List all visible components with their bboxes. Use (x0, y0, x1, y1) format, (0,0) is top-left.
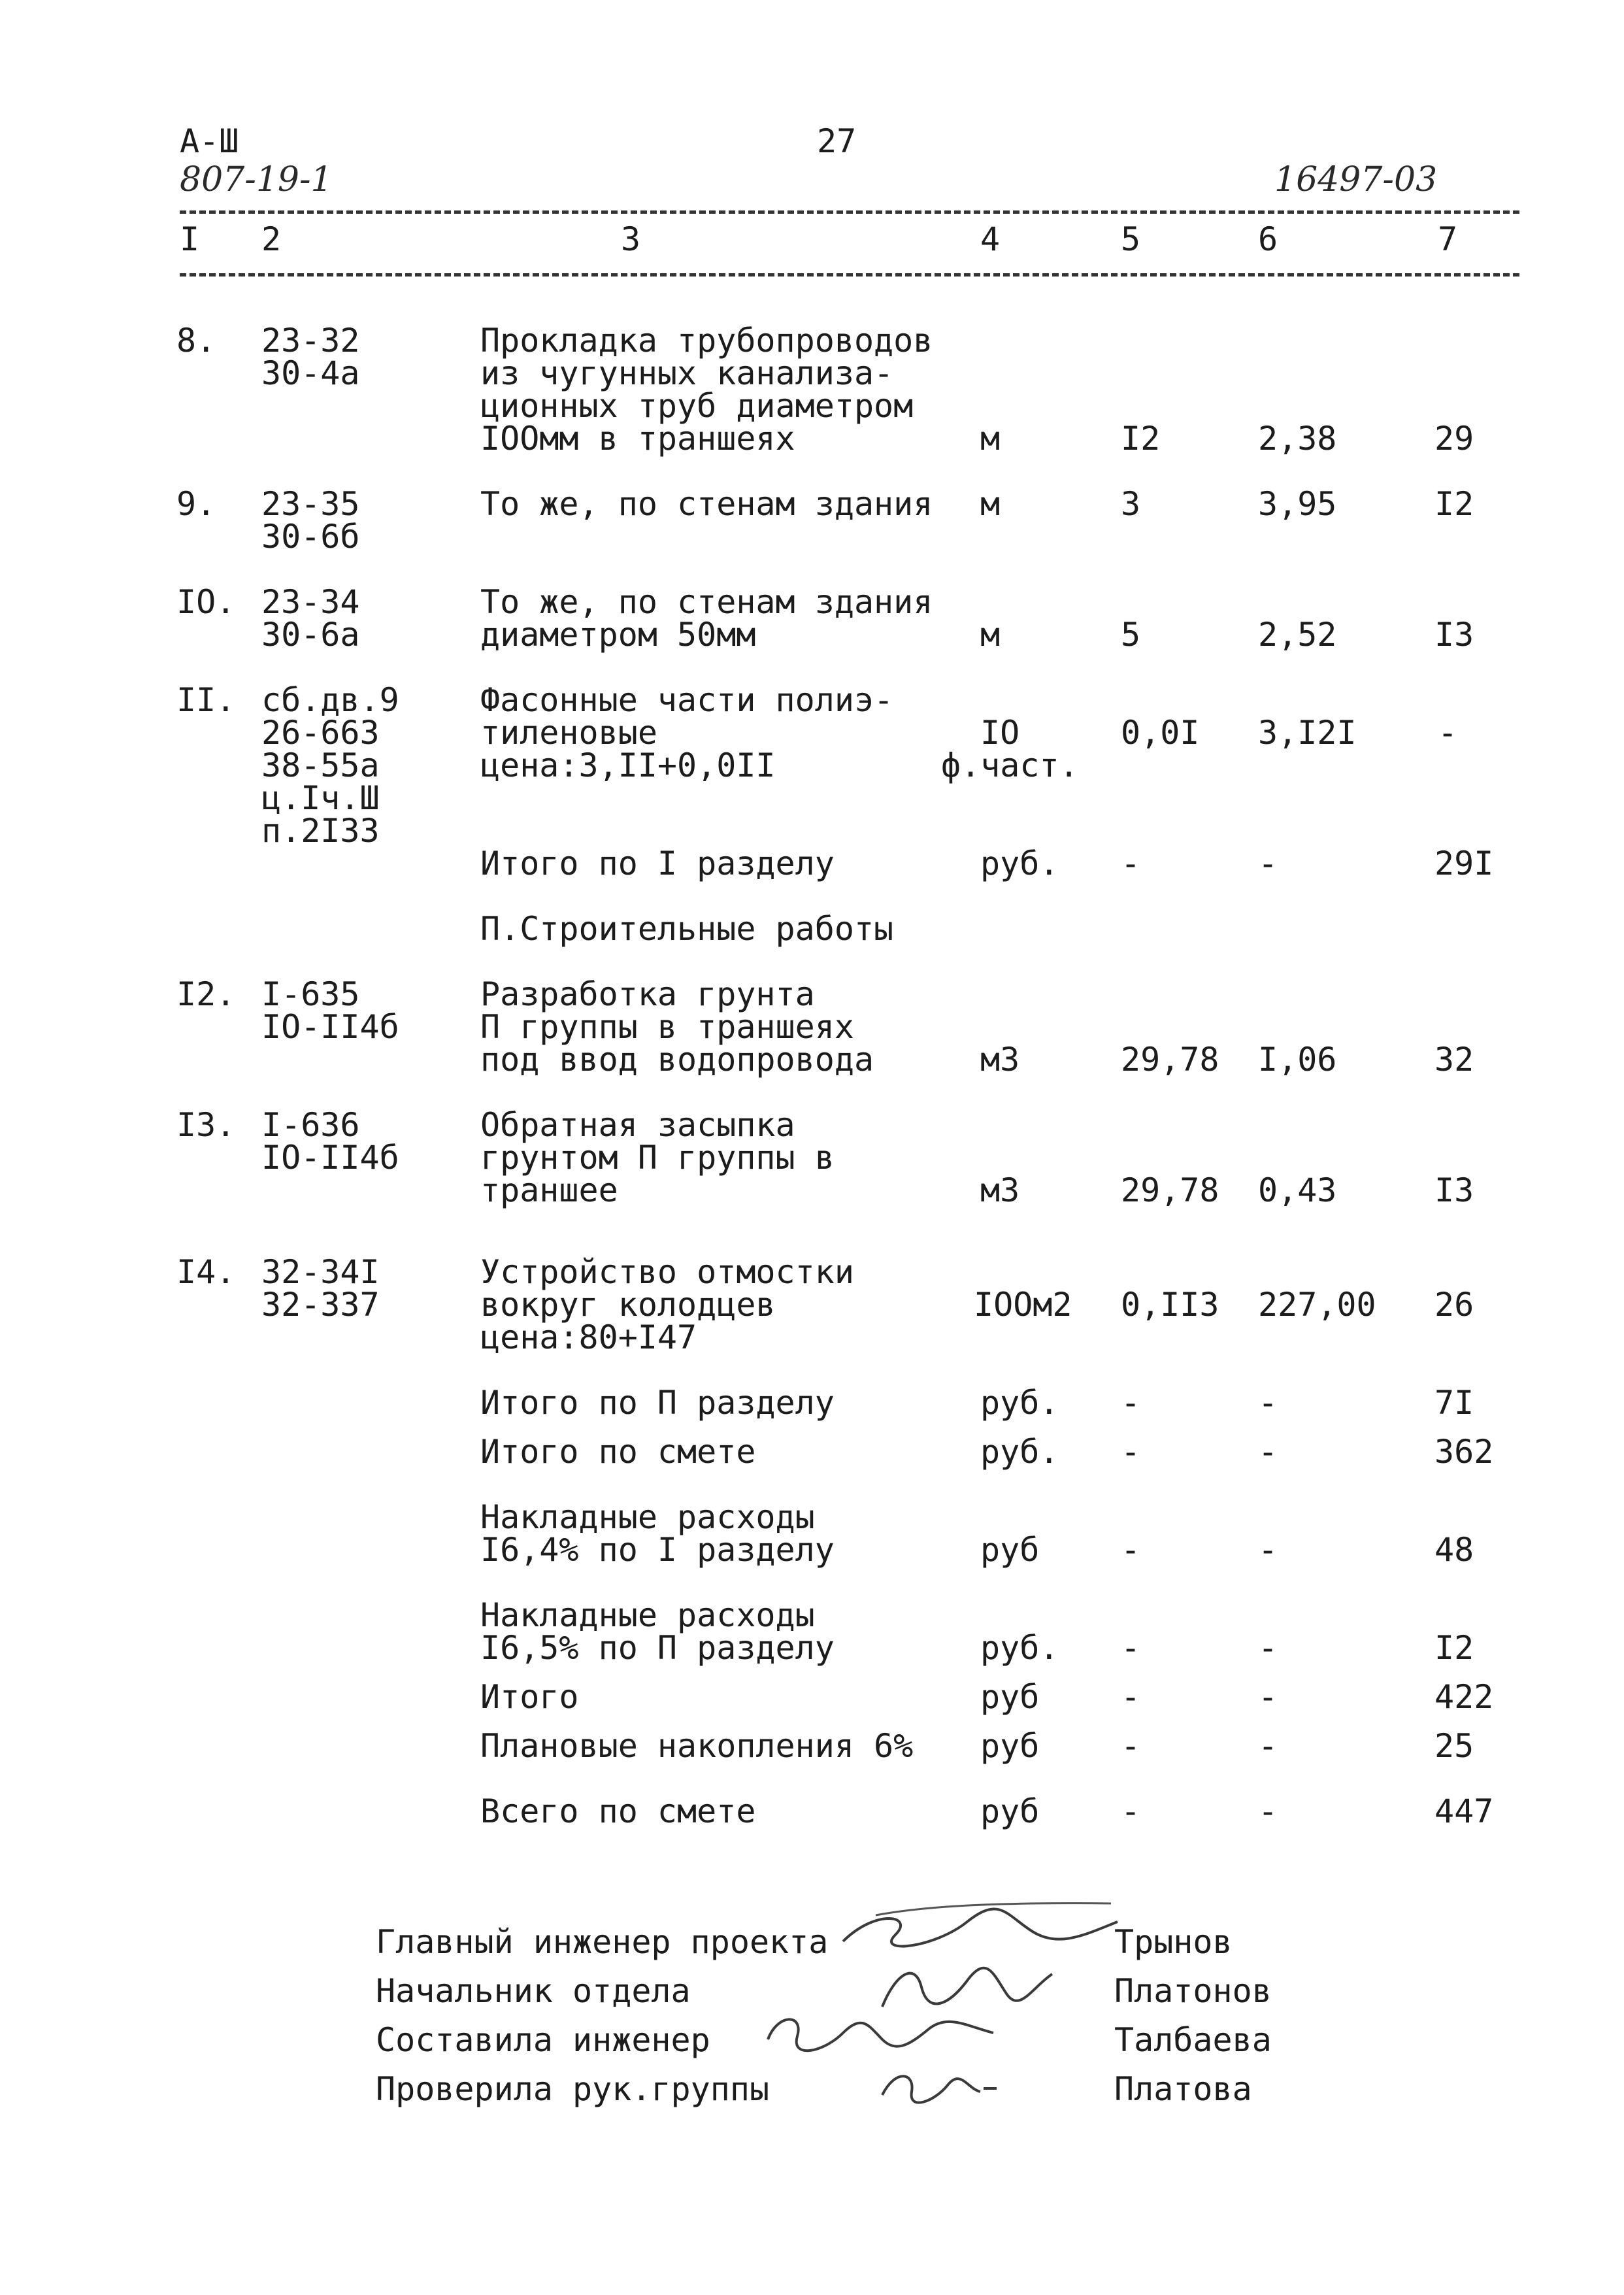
row-quantity: 0,0I (1121, 714, 1200, 752)
row-price: - (1258, 1433, 1278, 1471)
row-quantity: 29,78 (1121, 1041, 1219, 1079)
row-number: 8. (176, 322, 216, 360)
row-price: - (1258, 1678, 1278, 1716)
row-total: 32 (1434, 1041, 1474, 1079)
row-quantity: 3 (1121, 485, 1141, 523)
row-price: I,06 (1258, 1041, 1337, 1079)
row-unit: руб (980, 1531, 1040, 1569)
row-price: - (1258, 1384, 1278, 1422)
row-total: 362 (1434, 1433, 1494, 1471)
row-unit: IO (980, 714, 1020, 752)
row-code: I-635 (261, 975, 360, 1013)
column-header-4: 4 (980, 220, 1001, 258)
row-code: 23-34 (261, 583, 360, 621)
row-quantity: 29,78 (1121, 1171, 1219, 1209)
row-total: 48 (1434, 1531, 1474, 1569)
row-unit: IOOм2 (974, 1286, 1072, 1324)
signature-role: Составила инженер (376, 2021, 710, 2059)
signature-role: Проверила рук.группы (376, 2070, 770, 2108)
row-total: - (1438, 714, 1458, 752)
row-quantity: - (1121, 1792, 1141, 1830)
row-code: 32-34I (261, 1253, 380, 1291)
grand-total-value: 447 (1434, 1792, 1494, 1830)
row-quantity: - (1121, 1678, 1141, 1716)
row-unit: м3 (980, 1171, 1020, 1209)
row-description: цена:3,II+0,0II (480, 746, 776, 784)
header-rule-top (180, 210, 1519, 214)
row-total: I2 (1434, 485, 1474, 523)
row-description: тиленовые (480, 714, 657, 752)
row-unit: руб. (980, 845, 1059, 882)
row-price: - (1258, 1727, 1278, 1765)
row-quantity: - (1121, 845, 1141, 882)
row-total: 29I (1434, 845, 1494, 882)
row-code: I-636 (261, 1106, 360, 1144)
signature-role: Начальник отдела (376, 1972, 691, 2010)
row-description: П группы в траншеях (480, 1008, 854, 1046)
section-heading: П.Строительные работы (480, 910, 894, 948)
sheet-code: А-Ш (180, 122, 239, 160)
row-description: То же, по стенам здания (480, 485, 933, 523)
row-code: 23-32 (261, 322, 360, 360)
row-quantity: - (1121, 1384, 1141, 1422)
subtotal-label: I6,4% по I разделу (480, 1531, 835, 1569)
column-header-3: 3 (621, 220, 641, 258)
handwritten-signature-4 (876, 2059, 1000, 2111)
signature-name: Платонов (1114, 1972, 1272, 2010)
row-quantity: - (1121, 1531, 1141, 1569)
row-description: ционных труб диаметром (480, 387, 914, 425)
row-description: То же, по стенам здания (480, 583, 933, 621)
row-code: 38-55а (261, 746, 380, 784)
row-unit: руб (980, 1678, 1040, 1716)
subtotal-label: Итого (480, 1678, 579, 1716)
row-total: 26 (1434, 1286, 1474, 1324)
row-unit: м (980, 616, 1001, 654)
row-unit: руб (980, 1792, 1040, 1830)
row-code: 32-337 (261, 1286, 380, 1324)
row-description: Устройство отмостки (480, 1253, 854, 1291)
handwritten-signature-3 (758, 2000, 1006, 2066)
row-code: IO-II4б (261, 1008, 399, 1046)
row-total: 7I (1434, 1384, 1474, 1422)
row-code: п.2I33 (261, 812, 380, 850)
row-price: 227,00 (1258, 1286, 1376, 1324)
row-quantity: 0,II3 (1121, 1286, 1219, 1324)
row-description: цена:80+I47 (480, 1318, 697, 1356)
row-total: 422 (1434, 1678, 1494, 1716)
row-unit: руб. (980, 1433, 1059, 1471)
row-description: Фасонные части полиэ- (480, 681, 894, 719)
column-header-5: 5 (1121, 220, 1141, 258)
row-quantity: I2 (1121, 420, 1161, 458)
subtotal-label: Накладные расходы (480, 1498, 815, 1536)
signature-name: Трынов (1114, 1923, 1233, 1961)
row-unit: руб (980, 1727, 1040, 1765)
row-price: 2,52 (1258, 616, 1337, 654)
row-description: Прокладка трубопроводов (480, 322, 933, 360)
row-number: I3. (176, 1106, 236, 1144)
row-unit: м (980, 485, 1001, 523)
row-code: 26-663 (261, 714, 380, 752)
row-unit: ф.част. (941, 746, 1079, 784)
row-price: - (1258, 1792, 1278, 1830)
subtotal-label: Накладные расходы (480, 1596, 815, 1634)
subtotal-label: I6,5% по П разделу (480, 1629, 835, 1667)
row-total: 25 (1434, 1727, 1474, 1765)
row-description: из чугунных канализа- (480, 354, 894, 392)
doc-number-right: 16497-03 (1274, 160, 1438, 199)
row-description: IOOмм в траншеях (480, 420, 795, 458)
row-number: II. (176, 681, 236, 719)
row-number: 9. (176, 485, 216, 523)
row-unit: м3 (980, 1041, 1020, 1079)
row-description: диаметром 50мм (480, 616, 756, 654)
row-unit: руб. (980, 1629, 1059, 1667)
row-total: I3 (1434, 1171, 1474, 1209)
subtotal-label: Плановые накопления 6% (480, 1727, 914, 1765)
row-description: Обратная засыпка (480, 1106, 795, 1144)
column-header-6: 6 (1258, 220, 1278, 258)
row-price: - (1258, 1531, 1278, 1569)
row-total: I3 (1434, 616, 1474, 654)
row-code: 30-6а (261, 616, 360, 654)
column-header-1: I (180, 220, 200, 258)
row-number: I2. (176, 975, 236, 1013)
grand-total-label: Всего по смете (480, 1792, 756, 1830)
row-description: под ввод водопровода (480, 1041, 874, 1079)
signature-name: Талбаева (1114, 2021, 1272, 2059)
row-price: 3,95 (1258, 485, 1337, 523)
row-total: 29 (1434, 420, 1474, 458)
row-number: IO. (176, 583, 236, 621)
page-number: 27 (817, 122, 857, 160)
column-header-7: 7 (1438, 220, 1458, 258)
row-unit: руб. (980, 1384, 1059, 1422)
row-quantity: - (1121, 1727, 1141, 1765)
row-code: 30-4а (261, 354, 360, 392)
row-code: 23-35 (261, 485, 360, 523)
header-rule-bottom (180, 273, 1519, 276)
row-price: - (1258, 1629, 1278, 1667)
row-price: 3,I2I (1258, 714, 1357, 752)
row-quantity: - (1121, 1629, 1141, 1667)
row-unit: м (980, 420, 1001, 458)
row-quantity: 5 (1121, 616, 1141, 654)
row-description: траншее (480, 1171, 618, 1209)
subtotal-label: Итого по смете (480, 1433, 756, 1471)
row-total: I2 (1434, 1629, 1474, 1667)
row-description: грунтом П группы в (480, 1139, 835, 1177)
row-code: ц.Iч.Ш (261, 779, 380, 817)
row-code: сб.дв.9 (261, 681, 399, 719)
doc-number-left: 807-19-1 (180, 160, 333, 199)
row-price: 0,43 (1258, 1171, 1337, 1209)
row-code: IO-II4б (261, 1139, 399, 1177)
subtotal-label: Итого по I разделу (480, 845, 835, 882)
row-description: Разработка грунта (480, 975, 815, 1013)
row-description: вокруг колодцев (480, 1286, 776, 1324)
column-header-2: 2 (261, 220, 282, 258)
signature-name: Платова (1114, 2070, 1252, 2108)
row-price: 2,38 (1258, 420, 1337, 458)
row-quantity: - (1121, 1433, 1141, 1471)
signature-role: Главный инженер проекта (376, 1923, 829, 1961)
row-price: - (1258, 845, 1278, 882)
row-code: 30-6б (261, 518, 360, 556)
row-number: I4. (176, 1253, 236, 1291)
subtotal-label: Итого по П разделу (480, 1384, 835, 1422)
